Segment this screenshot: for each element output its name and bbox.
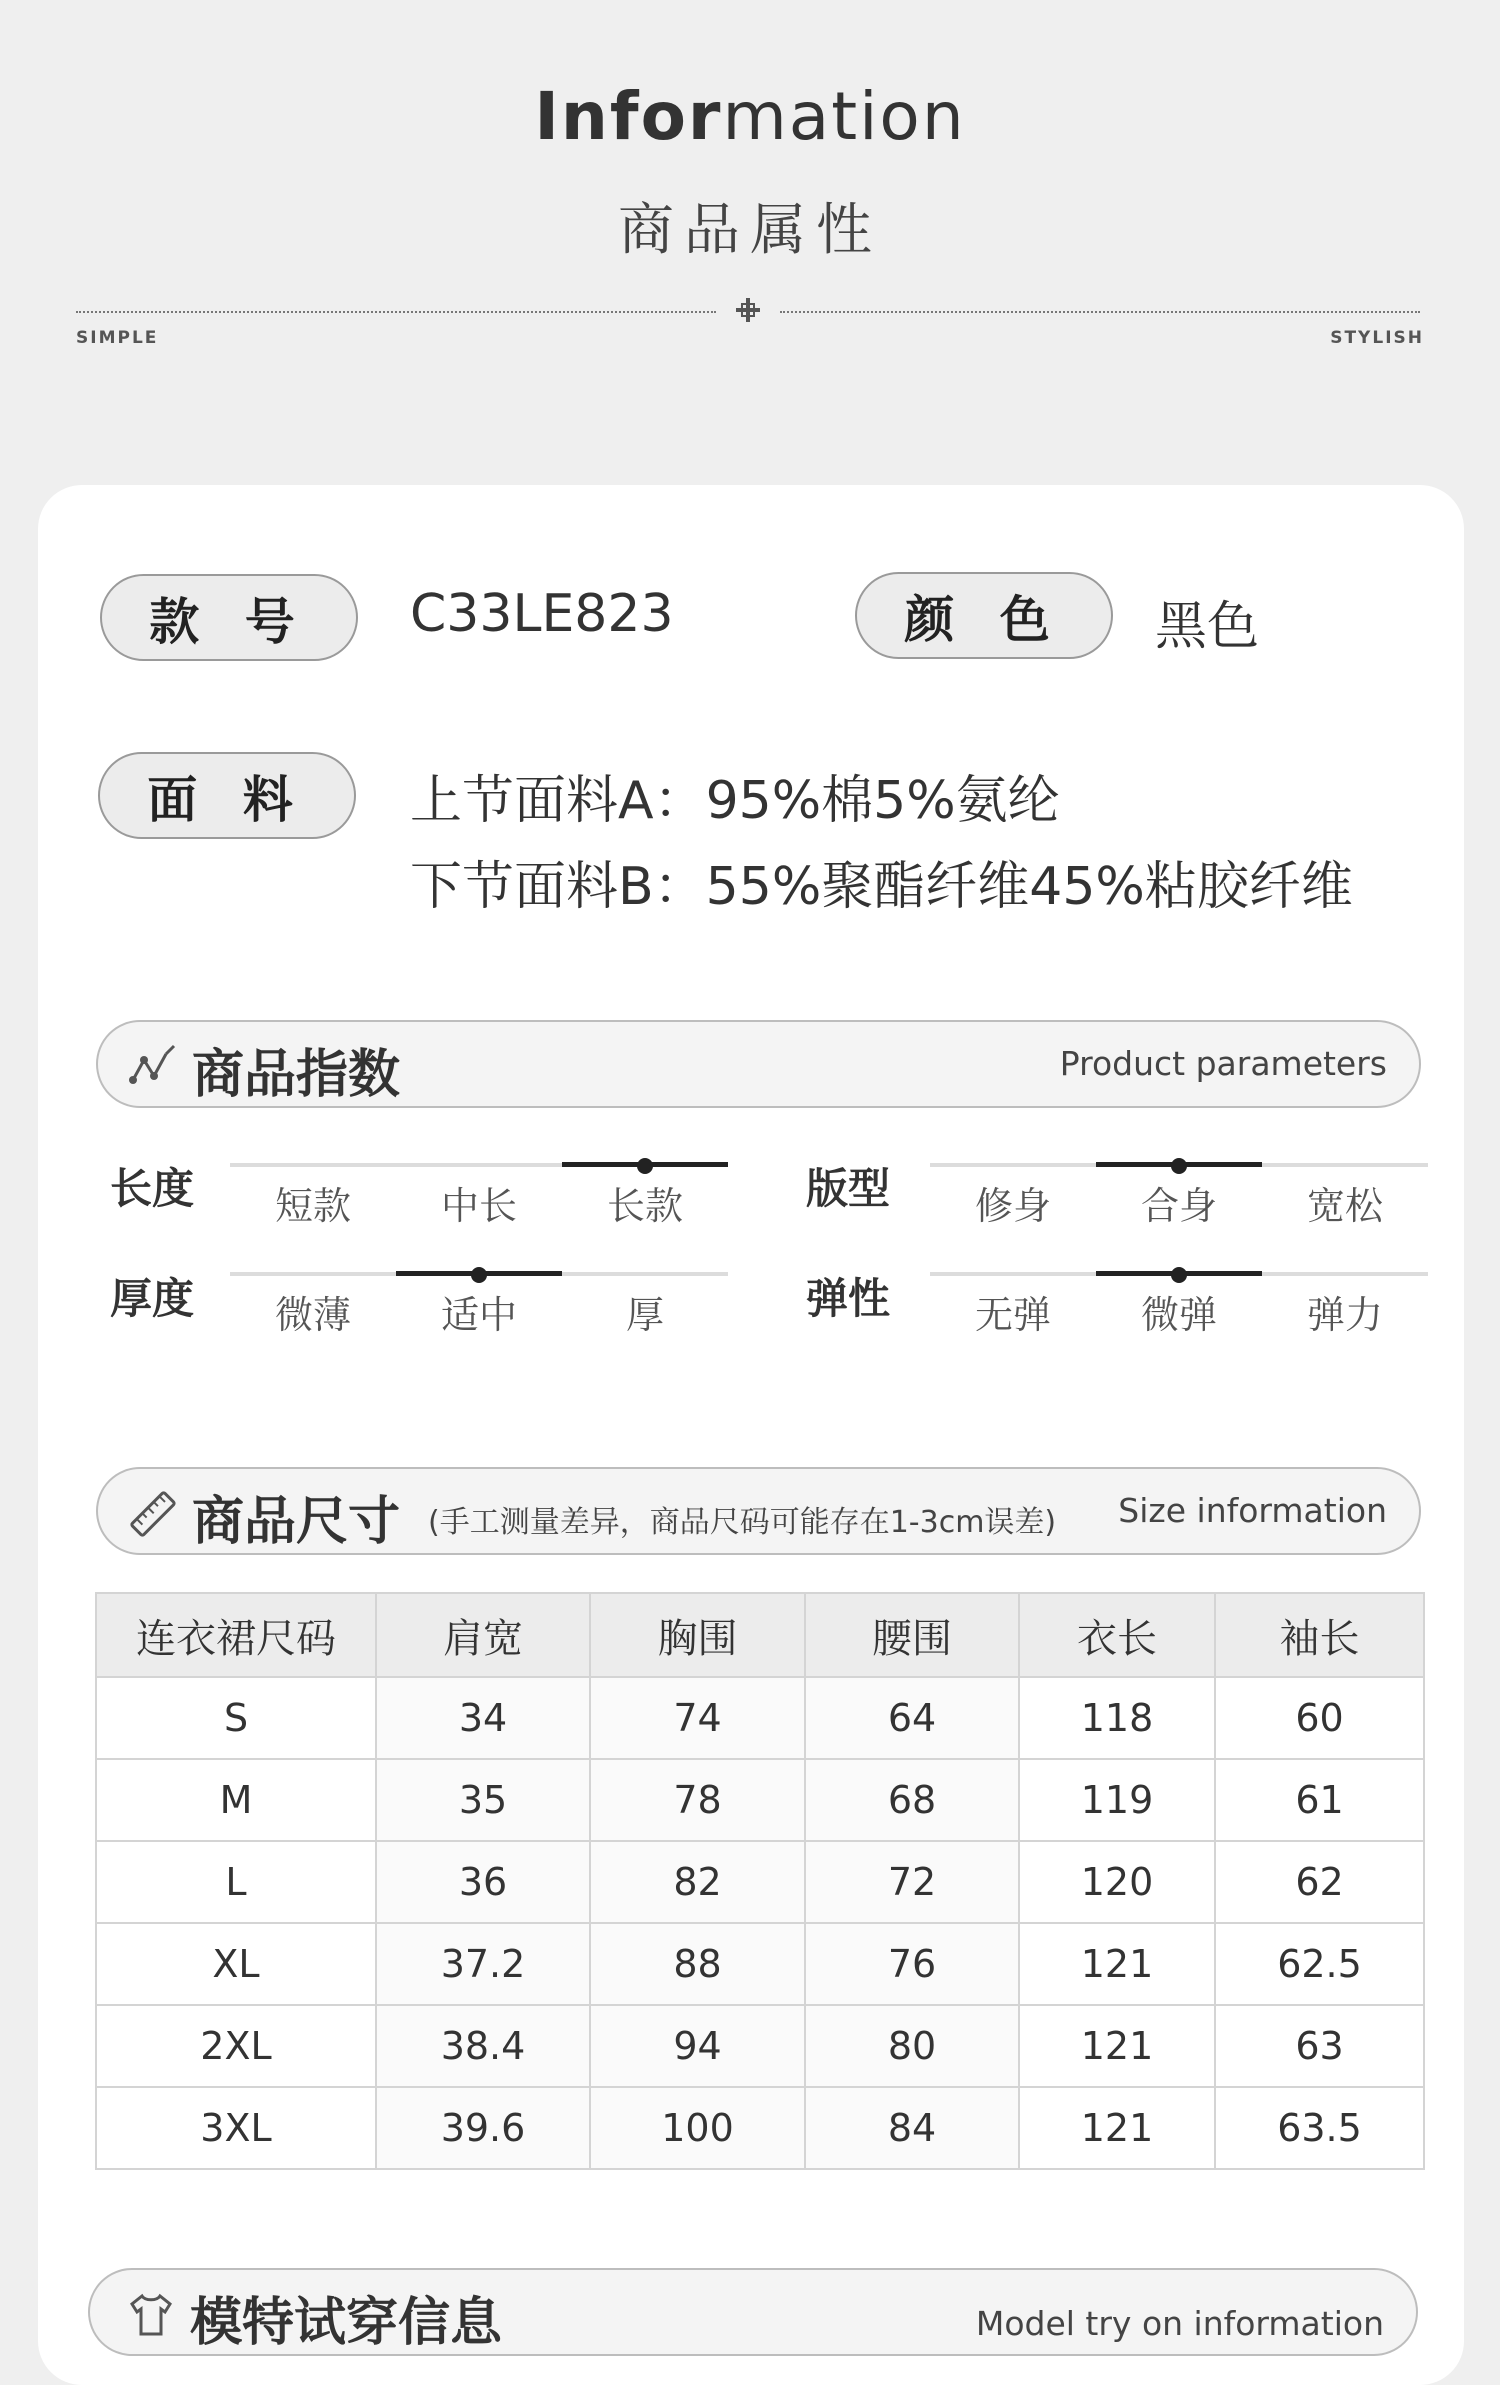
cross-ornament-icon <box>734 296 762 324</box>
fabric-label: 面 料 <box>98 752 356 839</box>
size-label-cell: 3XL <box>96 2087 376 2169</box>
param-selected-dot <box>1171 1267 1187 1283</box>
size-note: (手工测量差异，商品尺码可能存在1-3cm误差) <box>428 1505 1057 1540</box>
size-value-cell: 60 <box>1215 1677 1424 1759</box>
size-value-cell: 94 <box>590 2005 805 2087</box>
size-value-cell: 120 <box>1019 1841 1215 1923</box>
size-value-cell: 64 <box>805 1677 1019 1759</box>
size-value-cell: 88 <box>590 1923 805 2005</box>
size-table <box>95 1592 1425 2170</box>
model-section-bar <box>88 2268 1418 2356</box>
size-label-cell: 2XL <box>96 2005 376 2087</box>
size-table-row <box>96 1923 1424 2005</box>
param-label: 厚度 <box>110 1274 195 1323</box>
fabric-line-1: 上节面料A：95%棉5%氨纶 <box>410 771 1060 831</box>
model-title-en: Model try on information <box>975 2304 1384 2343</box>
size-table-row <box>96 2087 1424 2169</box>
header-title <box>0 78 1500 155</box>
size-value-cell: 80 <box>805 2005 1019 2087</box>
header-title-bold: Infor <box>534 78 723 155</box>
size-table-row <box>96 1841 1424 1923</box>
size-value-cell: 39.6 <box>376 2087 590 2169</box>
size-value-cell: 37.2 <box>376 1923 590 2005</box>
fabric-line-2: 下节面料B：55%聚酯纤维45%粘胶纤维 <box>410 857 1353 917</box>
size-value-cell: 74 <box>590 1677 805 1759</box>
param-option: 微弹 <box>1140 1293 1217 1337</box>
param-option: 弹力 <box>1306 1293 1383 1337</box>
param-option: 宽松 <box>1306 1184 1383 1228</box>
size-value-cell: 61 <box>1215 1759 1424 1841</box>
size-section-bar <box>96 1467 1421 1555</box>
size-value-cell: 121 <box>1019 2005 1215 2087</box>
trend-line-icon <box>128 1042 178 1092</box>
size-col-header: 腰围 <box>805 1593 1019 1677</box>
params-title-en: Product parameters <box>1059 1044 1387 1083</box>
param-label: 长度 <box>110 1164 195 1213</box>
size-table-row <box>96 1677 1424 1759</box>
param-option: 合身 <box>1140 1184 1217 1228</box>
size-label-cell: XL <box>96 1923 376 2005</box>
size-table-header-row <box>96 1593 1424 1677</box>
param-selected-dot <box>1171 1158 1187 1174</box>
size-label-cell: M <box>96 1759 376 1841</box>
param-label: 版型 <box>806 1164 891 1213</box>
header-title-rest: mation <box>722 78 966 155</box>
param-option: 微薄 <box>274 1293 351 1337</box>
header-left-word: SIMPLE <box>76 328 159 348</box>
size-title: 商品尺寸 <box>192 1492 401 1552</box>
param-selected-dot <box>471 1267 487 1283</box>
style-no-label: 款 号 <box>100 574 358 661</box>
color-value: 黑色 <box>1155 597 1260 657</box>
size-value-cell: 63.5 <box>1215 2087 1424 2169</box>
model-title: 模特试穿信息 <box>190 2293 503 2353</box>
param-option: 适中 <box>440 1293 517 1337</box>
size-table-row <box>96 1759 1424 1841</box>
param-label: 弹性 <box>806 1274 891 1323</box>
params-title: 商品指数 <box>192 1045 401 1105</box>
size-value-cell: 63 <box>1215 2005 1424 2087</box>
divider-left <box>76 311 716 313</box>
size-col-header: 衣长 <box>1019 1593 1215 1677</box>
size-value-cell: 82 <box>590 1841 805 1923</box>
size-col-header: 袖长 <box>1215 1593 1424 1677</box>
header-right-word: STYLISH <box>1330 328 1424 348</box>
size-title-en: Size information <box>1118 1491 1387 1530</box>
size-value-cell: 68 <box>805 1759 1019 1841</box>
size-label-cell: S <box>96 1677 376 1759</box>
param-option: 短款 <box>274 1184 351 1228</box>
size-value-cell: 62.5 <box>1215 1923 1424 2005</box>
size-value-cell: 34 <box>376 1677 590 1759</box>
shirt-icon <box>126 2290 176 2340</box>
size-value-cell: 38.4 <box>376 2005 590 2087</box>
divider-right <box>780 311 1420 313</box>
style-no-value: C33LE823 <box>410 584 674 644</box>
param-option: 厚 <box>625 1293 664 1337</box>
size-value-cell: 72 <box>805 1841 1019 1923</box>
param-selected-dot <box>637 1158 653 1174</box>
header-subtitle: 商品属性 <box>618 198 882 263</box>
size-value-cell: 76 <box>805 1923 1019 2005</box>
size-value-cell: 35 <box>376 1759 590 1841</box>
size-value-cell: 119 <box>1019 1759 1215 1841</box>
size-value-cell: 78 <box>590 1759 805 1841</box>
param-option: 中长 <box>440 1184 517 1228</box>
size-col-header: 胸围 <box>590 1593 805 1677</box>
size-value-cell: 36 <box>376 1841 590 1923</box>
size-value-cell: 84 <box>805 2087 1019 2169</box>
color-label: 颜 色 <box>855 572 1113 659</box>
ruler-icon <box>128 1489 178 1539</box>
size-value-cell: 118 <box>1019 1677 1215 1759</box>
size-value-cell: 62 <box>1215 1841 1424 1923</box>
param-option: 长款 <box>606 1184 683 1228</box>
size-col-header: 肩宽 <box>376 1593 590 1677</box>
param-option: 无弹 <box>974 1293 1051 1337</box>
params-section-bar <box>96 1020 1421 1108</box>
size-col-header: 连衣裙尺码 <box>96 1593 376 1677</box>
size-value-cell: 121 <box>1019 1923 1215 2005</box>
size-table-row <box>96 2005 1424 2087</box>
size-value-cell: 121 <box>1019 2087 1215 2169</box>
size-label-cell: L <box>96 1841 376 1923</box>
param-option: 修身 <box>974 1184 1051 1228</box>
size-value-cell: 100 <box>590 2087 805 2169</box>
